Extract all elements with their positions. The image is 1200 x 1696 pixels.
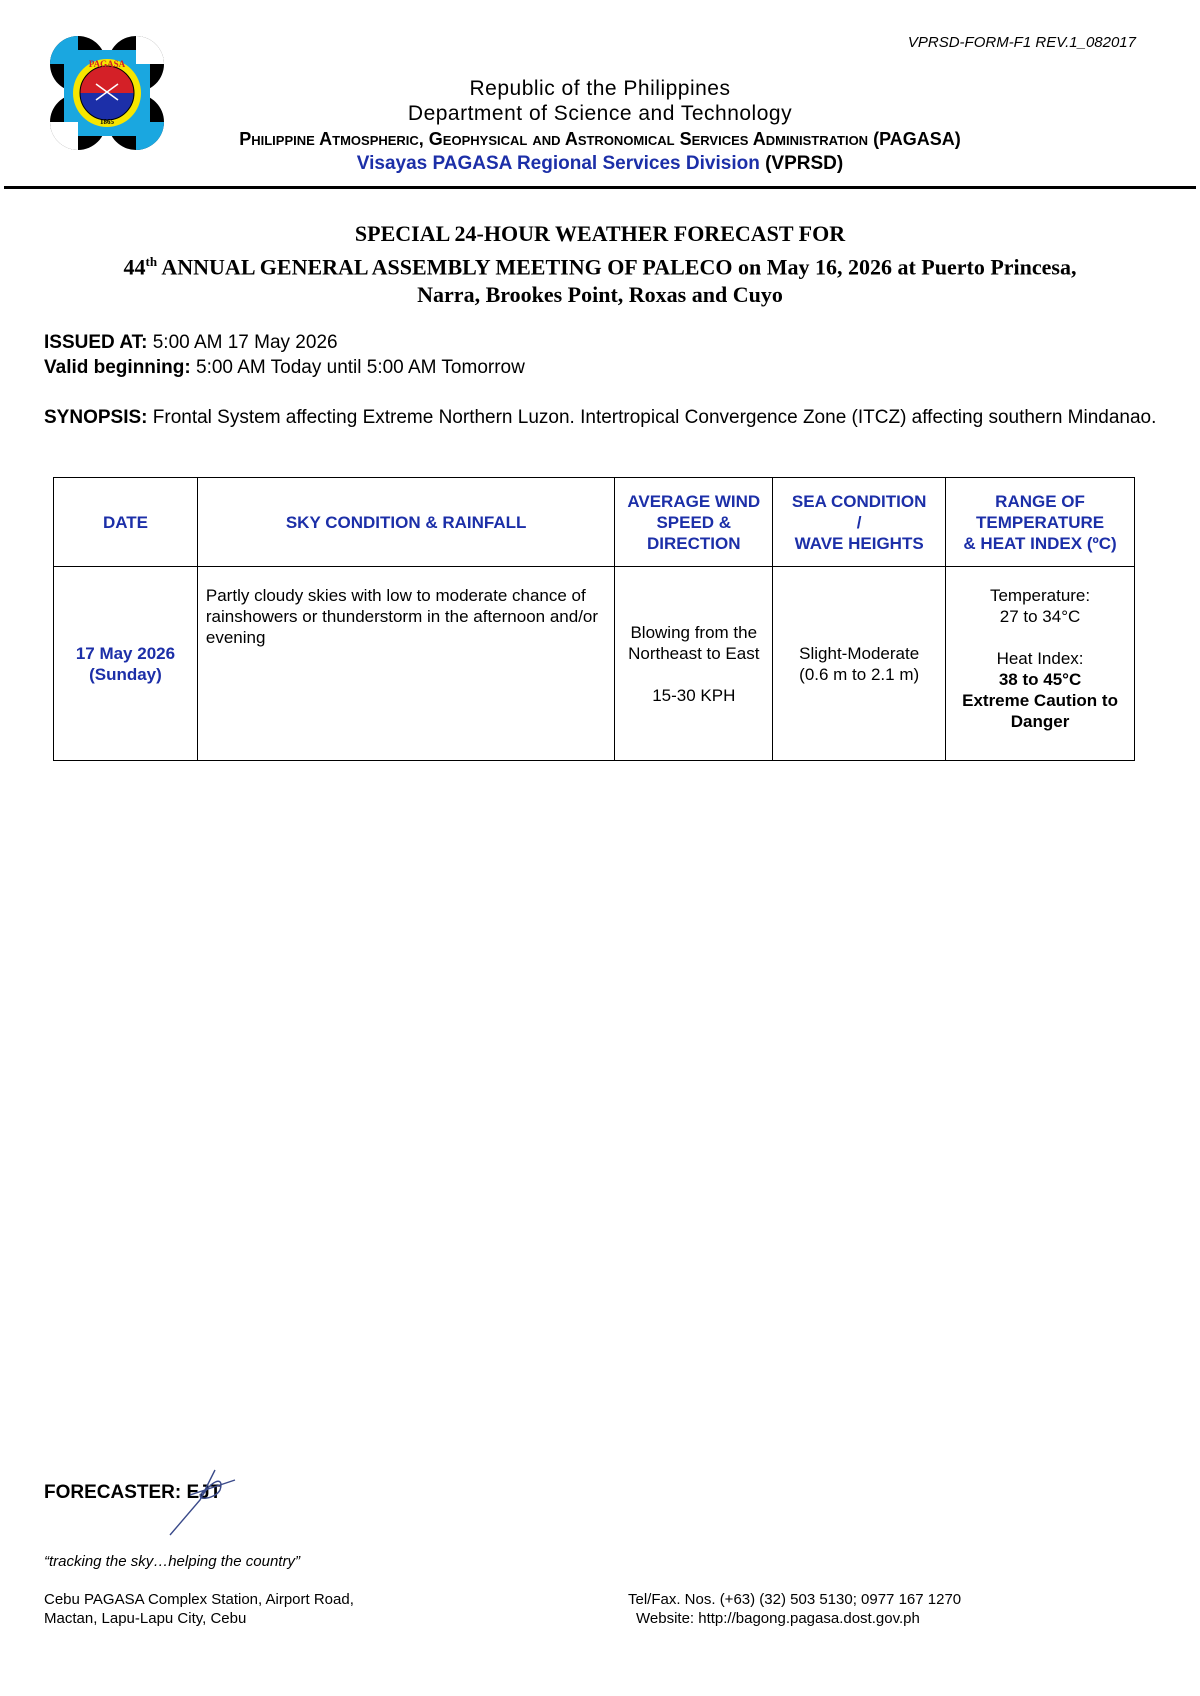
division-line (180, 152, 1020, 176)
cell-wind: Blowing from the Northeast to East 15-30 KPH (615, 567, 773, 761)
issued-value: 5:00 AM 17 May 2026 (152, 332, 338, 353)
table-header-row (54, 478, 1135, 567)
title-line-1: SPECIAL 24-HOUR WEATHER FORECAST FOR (354, 221, 846, 246)
footer-address: Cebu PAGASA Complex Station, Airport Road, Mactan, Lapu-Lapu City, Cebu (44, 1591, 354, 1627)
issued-block (44, 330, 525, 380)
valid-value: 5:00 AM Today until 5:00 AM Tomorrow (196, 357, 525, 378)
cell-range: Temperature: 27 to 34°C Heat Index: 38 to 45°C Extreme Caution to Danger (946, 567, 1135, 761)
forecaster: FORECASTER: EJT (44, 1482, 222, 1503)
header-sky: SKY CONDITION & RAINFALL (197, 478, 614, 567)
forecast-title (40, 220, 1160, 309)
header-date: DATE (54, 478, 198, 567)
header-sea: SEA CONDITION / WAVE HEIGHTS (773, 478, 946, 567)
header-wind: AVERAGE WIND SPEED & DIRECTION (615, 478, 773, 567)
agency-name: Philippine Atmospheric, Geophysical and Astronomical Services Administration (239, 129, 869, 149)
valid-label: Valid beginning: (44, 357, 191, 378)
table-row (54, 567, 1135, 761)
tagline: “tracking the sky…helping the country” (44, 1553, 300, 1570)
svg-text:1865: 1865 (100, 118, 114, 126)
title-line-3: Narra, Brookes Point, Roxas and Cuyo (417, 282, 783, 308)
agency-header (180, 76, 1020, 176)
cell-date: 17 May 2026 (Sunday) (54, 567, 198, 761)
cell-sea: Slight-Moderate (0.6 m to 2.1 m) (773, 567, 946, 761)
header-divider (4, 186, 1196, 189)
svg-text:PAGASA: PAGASA (88, 59, 126, 69)
department-line: Department of Science and Technology (407, 102, 793, 125)
forecast-table (53, 477, 1135, 761)
form-code: VPRSD-FORM-F1 REV.1_082017 (907, 34, 1136, 51)
title-line-2: 44th ANNUAL GENERAL ASSEMBLY MEETING OF PALECO on May 16, 2026 at Puerto Princesa, (123, 254, 1077, 280)
republic-line: Republic of the Philippines (469, 77, 731, 100)
footer-tel: Tel/Fax. Nos. (+63) (32) 503 5130; 0977 167 1270 (628, 1591, 962, 1608)
division-abbr: (VPRSD) (765, 153, 844, 174)
cell-sky: Partly cloudy skies with low to moderate chance of rainshowers or thunderstorm in the afternoon and/or evening (197, 567, 614, 761)
synopsis-text: Frontal System affecting Extreme Northern Luzon. Intertropical Convergence Zone (ITCZ) affecting southern Mindanao. (152, 407, 1157, 428)
synopsis-label: SYNOPSIS: (44, 407, 148, 428)
footer-contact (628, 1590, 961, 1628)
agency-line (180, 126, 1020, 152)
division-name: Visayas PAGASA Regional Services Division (356, 153, 760, 174)
pagasa-seal-icon (48, 34, 166, 152)
agency-abbr: (PAGASA) (873, 129, 961, 149)
footer-website: Website: http://bagong.pagasa.dost.gov.ph (636, 1610, 920, 1627)
signature-icon (160, 1460, 250, 1540)
synopsis (44, 405, 1164, 430)
issued-label: ISSUED AT: (44, 332, 148, 353)
header-range: RANGE OF TEMPERATURE & HEAT INDEX (ºC) (946, 478, 1135, 567)
